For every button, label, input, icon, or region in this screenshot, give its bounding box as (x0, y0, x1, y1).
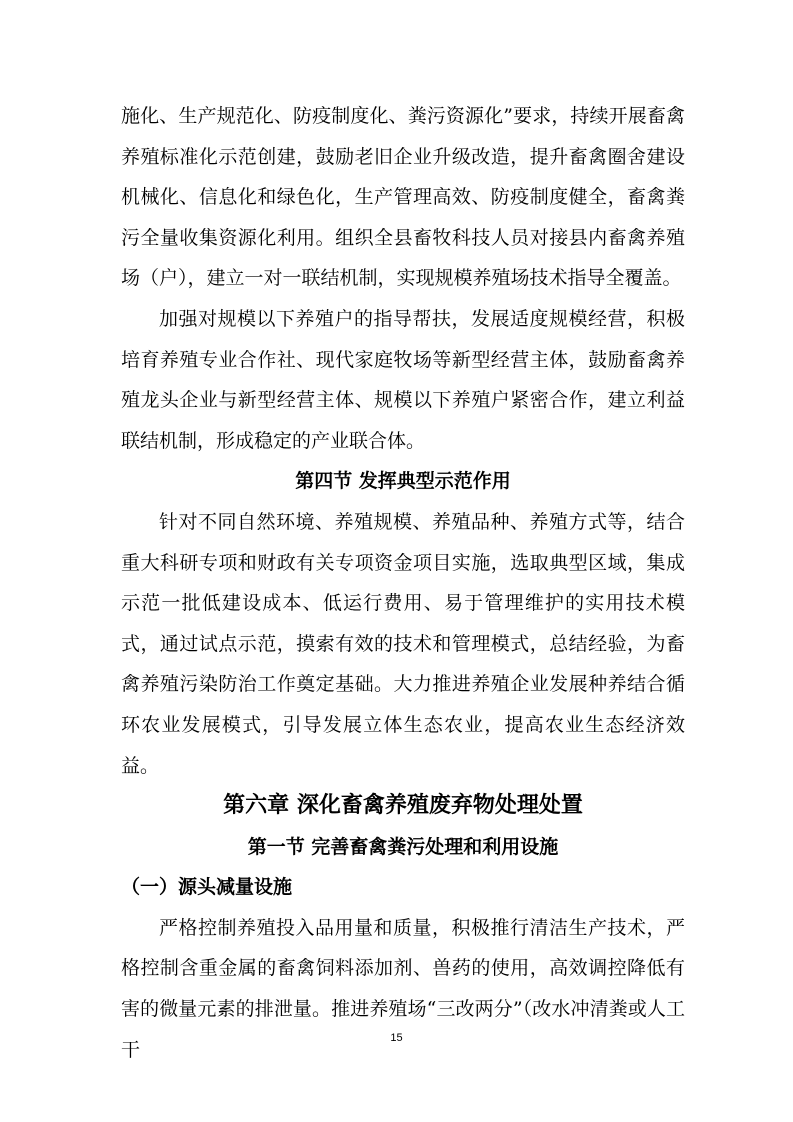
paragraph: 严格控制养殖投入品用量和质量，积极推行清洁生产技术，严格控制含重金属的畜禽饲料添加剂、兽药的使用，高效调控降低有害的微量元素的排泄量。推进养殖场“三改两分”（改水冲清粪或人工干 (121, 916, 685, 1061)
document-body (121, 96, 685, 1070)
subsection-heading: （一）源头减量设施 (121, 876, 293, 899)
chapter-heading: 第六章 深化畜禽养殖废弃物处理处置 (223, 793, 583, 819)
section-heading: 第四节 发挥典型示范作用 (295, 470, 511, 493)
paragraph: 加强对规模以下养殖户的指导帮扶，发展适度规模经营，积极培育养殖专业合作社、现代家庭牧场等新型经营主体，鼓励畜禽养殖龙头企业与新型经营主体、规模以下养殖户紧密合作，建立利益联结机制，形成稳定的产业联合体。 (121, 307, 685, 452)
paragraph: 针对不同自然环境、养殖规模、养殖品种、养殖方式等，结合重大科研专项和财政有关专项资金项目实施，选取典型区域，集成示范一批低建设成本、低运行费用、易于管理维护的实用技术模式，通过试点示范，摸索有效的技术和管理模式，总结经验，为畜禽养殖污染防治工作奠定基础。大力推进养殖企业发展种养结合循环农业发展模式，引导发展立体生态农业，提高农业生态经济效益。 (121, 510, 685, 777)
paragraph-continued: 施化、生产规范化、防疫制度化、粪污资源化”要求，持续开展畜禽养殖标准化示范创建，鼓励老旧企业升级改造，提升畜禽圈舍建设机械化、信息化和绿色化，生产管理高效、防疫制度健全，畜禽粪污全量收集资源化利用。组织全县畜牧科技人员对接县内畜禽养殖场（户），建立一对一联结机制，实现规模养殖场技术指导全覆盖。 (121, 105, 685, 290)
page-number: 15 (390, 1032, 403, 1044)
section-heading: 第一节 完善畜禽粪污处理和利用设施 (247, 835, 559, 858)
